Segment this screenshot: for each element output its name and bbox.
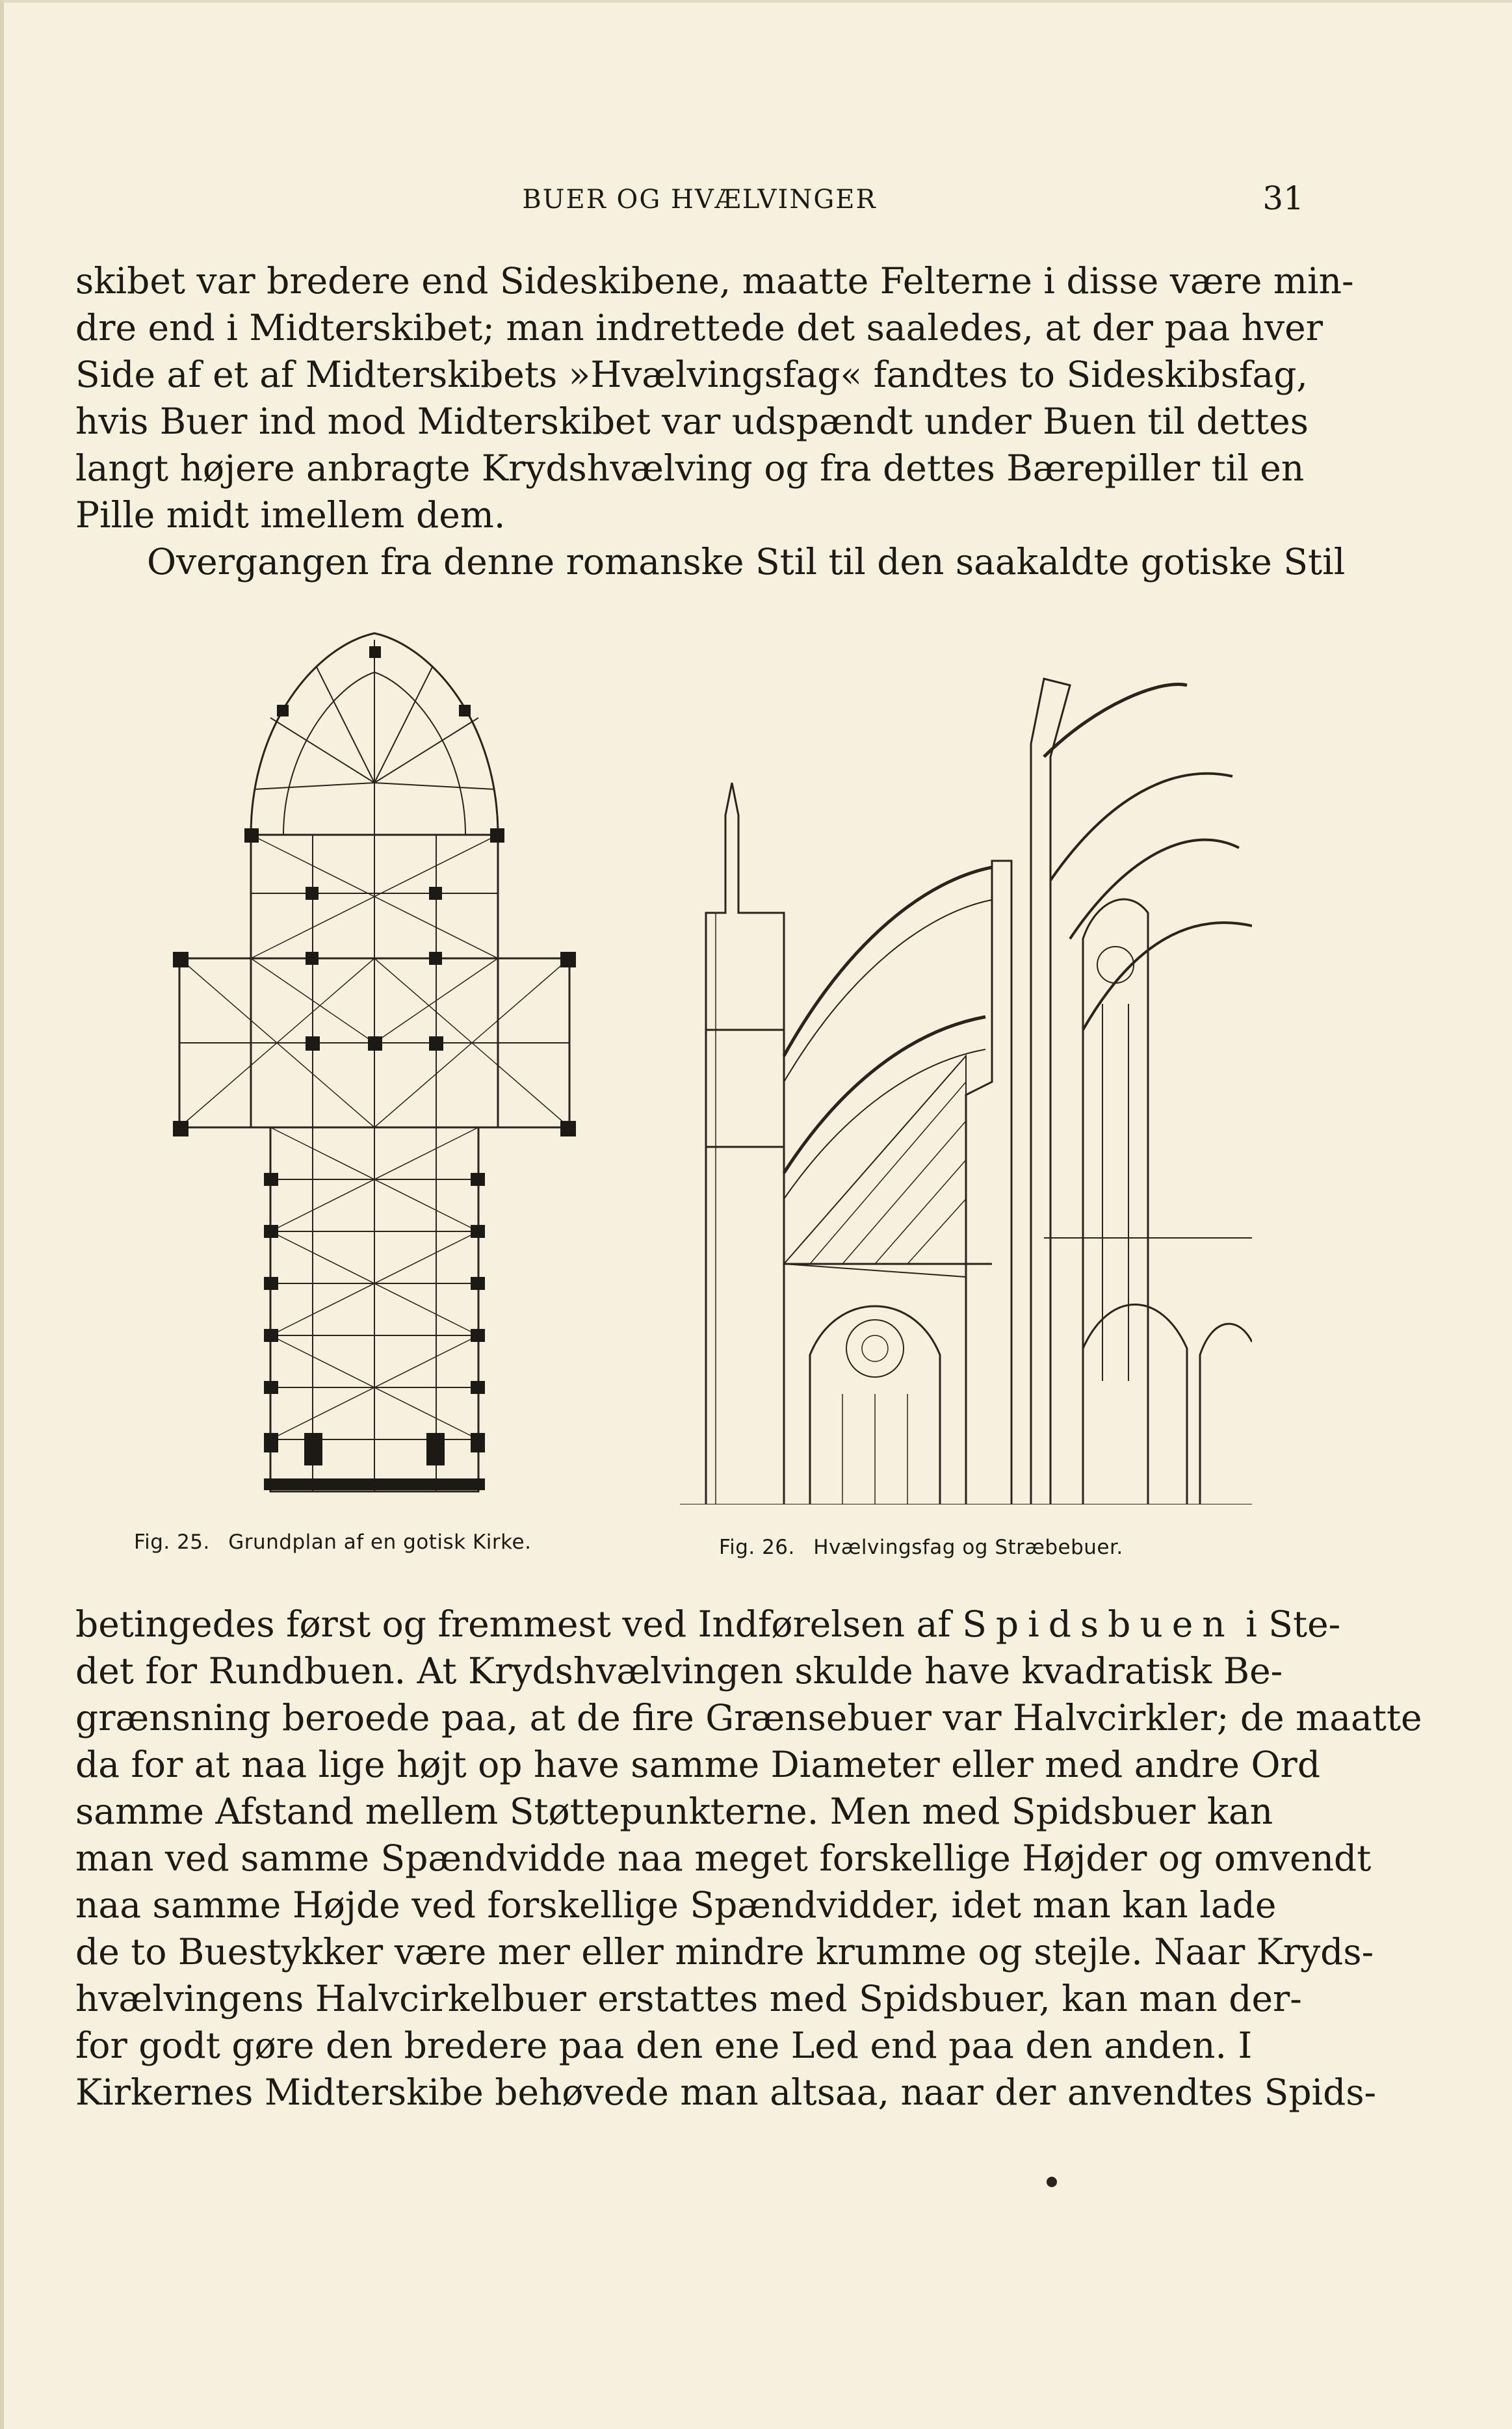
figure-number: Fig. 25. <box>134 1530 210 1554</box>
figure-flying-buttress <box>680 666 1252 1504</box>
text-line: samme Afstand mellem Støttepunkterne. Men med Spidsbuer kan <box>75 1791 1273 1832</box>
text-segment: i Ste- <box>1245 1603 1341 1645</box>
paragraph-start <box>75 538 1346 585</box>
running-head <box>95 178 1304 217</box>
text-line: for godt gøre den bredere paa den ene Led end paa den anden. I <box>75 2025 1253 2066</box>
text-line: naa samme Højde ved forskellige Spændvidder, idet man kan lade <box>75 1884 1277 1926</box>
text-line: de to Buestykker være mer eller mindre krumme og stejle. Naar Kryds- <box>75 1931 1374 1973</box>
figure-ground-plan <box>153 620 595 1517</box>
ink-speck <box>1047 2177 1057 2187</box>
text-line: grænsning beroede paa, at de fire Grænsebuer var Halvcirkler; de maatte <box>75 1697 1422 1739</box>
flying-buttress-illustration <box>680 666 1252 1504</box>
text-line: man ved samme Spændvidde naa meget forskellige Højder og omvendt <box>75 1837 1372 1879</box>
paragraph-body <box>75 1601 1422 2116</box>
figure-number: Fig. 26. <box>719 1536 795 1559</box>
text-line: langt højere anbragte Krydshvælving og fra dettes Bærepiller til en <box>75 447 1305 489</box>
caption-fig-26 <box>719 1536 1123 1559</box>
text-line: Pille midt imellem dem. <box>75 494 506 536</box>
text-segment: betingedes først og fremmest ved Indførelsen af <box>75 1603 951 1645</box>
top-paragraph <box>75 257 1354 585</box>
text-line: hvis Buer ind mod Midterskibet var udspændt under Buen til dettes <box>75 400 1309 442</box>
text-line: Kirkernes Midterskibe behøvede man altsaa, naar der anvendtes Spids- <box>75 2071 1377 2113</box>
figure-caption: Grundplan af en gotisk Kirke. <box>228 1530 532 1554</box>
text-line: dre end i Midterskibet; man indrettede det saaledes, at der paa hver <box>75 307 1323 348</box>
emphasized-term: Spidsbuen <box>962 1603 1234 1645</box>
text-line: Overgangen fra denne romanske Stil til den saakaldte gotiske Stil <box>147 541 1346 583</box>
text-line <box>75 1601 1341 1648</box>
ground-plan-illustration <box>153 620 595 1517</box>
running-title: BUER OG HVÆLVINGER <box>522 185 877 215</box>
text-line: Side af et af Midterskibets »Hvælvingsfag« fandtes to Sideskibsfag, <box>75 354 1308 395</box>
figure-caption: Hvælvingsfag og Stræbebuer. <box>813 1536 1123 1559</box>
caption-fig-25 <box>134 1530 531 1554</box>
bottom-paragraph <box>75 1601 1422 2116</box>
text-line: hvælvingens Halvcirkelbuer erstattes med Spidsbuer, kan man der- <box>75 1978 1302 2019</box>
page-number: 31 <box>1262 179 1304 217</box>
text-line: det for Rundbuen. At Krydshvælvingen skulde have kvadratisk Be- <box>75 1650 1283 1692</box>
paragraph-continued <box>75 257 1354 538</box>
text-line: da for at naa lige højt op have samme Diameter eller med andre Ord <box>75 1744 1321 1785</box>
text-line: skibet var bredere end Sideskibene, maatte Felterne i disse være min- <box>75 260 1354 302</box>
